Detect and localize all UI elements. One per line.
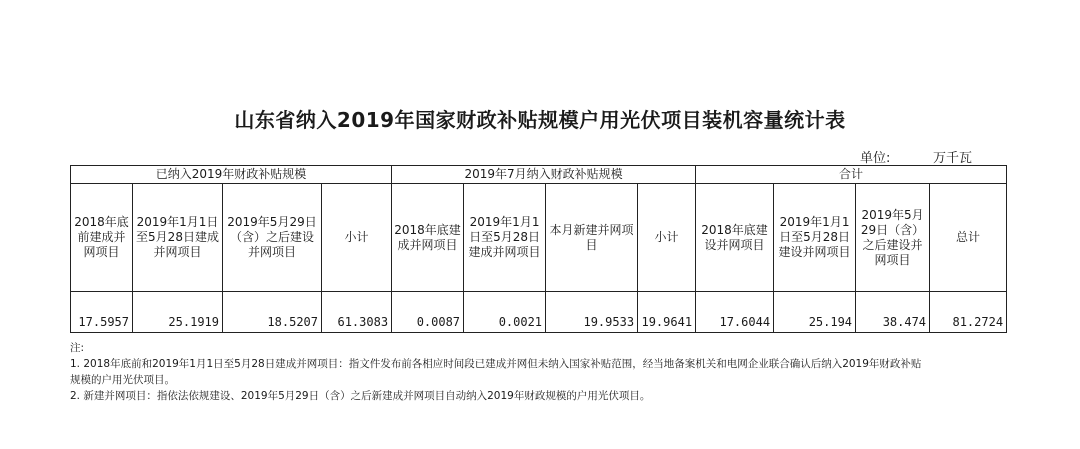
column-header: 小计 <box>322 184 392 292</box>
statistics-table <box>70 165 1007 333</box>
table-cell: 17.6044 <box>696 292 774 333</box>
column-header: 总计 <box>930 184 1007 292</box>
table-cell: 81.2724 <box>930 292 1007 333</box>
notes-heading: 注: <box>70 342 85 354</box>
table-cell: 18.5207 <box>223 292 322 333</box>
table-cell: 61.3083 <box>322 292 392 333</box>
note-line: 1. 2018年底前和2019年1月1日至5月28日建成并网项目：指文件发布前各相应时间段已建成并网但未纳入国家补贴范围，经当地备案机关和电网企业联合确认后纳入2019年财政补贴 <box>70 358 922 370</box>
table-cell: 17.5957 <box>71 292 133 333</box>
note-line: 2. 新建并网项目：指依法依规建设、2019年5月29日（含）之后新建成并网项目自动纳入2019年财政规模的户用光伏项目。 <box>70 390 651 402</box>
page-title: 山东省纳入2019年国家财政补贴规模户用光伏项目装机容量统计表 <box>234 108 846 132</box>
notes-section <box>70 340 1010 404</box>
column-header: 2019年5月29日（含）之后建设并网项目 <box>856 184 930 292</box>
column-header: 2018年底前建成并网项目 <box>71 184 133 292</box>
unit-value: 万千瓦 <box>933 151 973 166</box>
table-cell: 25.194 <box>774 292 856 333</box>
table-cell: 38.474 <box>856 292 930 333</box>
column-header: 2019年5月29日（含）之后建设并网项目 <box>223 184 322 292</box>
unit-label: 单位: <box>860 151 891 166</box>
column-header: 2019年1月1日至5月28日建成并网项目 <box>464 184 546 292</box>
table-cell: 25.1919 <box>133 292 223 333</box>
table-cell: 19.9641 <box>638 292 696 333</box>
group-header-included: 已纳入2019年财政补贴规模 <box>71 166 392 184</box>
column-header: 2019年1月1日至5月28日建设并网项目 <box>774 184 856 292</box>
column-header: 2018年底建成并网项目 <box>392 184 464 292</box>
table-cell: 0.0087 <box>392 292 464 333</box>
note-line: 规模的户用光伏项目。 <box>70 374 175 386</box>
group-header-july: 2019年7月纳入财政补贴规模 <box>392 166 696 184</box>
table-cell: 19.9533 <box>546 292 638 333</box>
column-header: 2018年底建设并网项目 <box>696 184 774 292</box>
table-cell: 0.0021 <box>464 292 546 333</box>
column-header: 小计 <box>638 184 696 292</box>
table-row <box>71 292 1007 333</box>
column-header-row <box>71 184 1007 292</box>
column-header: 2019年1月1日至5月28日建成并网项目 <box>133 184 223 292</box>
group-header-total: 合计 <box>696 166 1007 184</box>
group-header-row <box>71 166 1007 184</box>
column-header: 本月新建并网项目 <box>546 184 638 292</box>
